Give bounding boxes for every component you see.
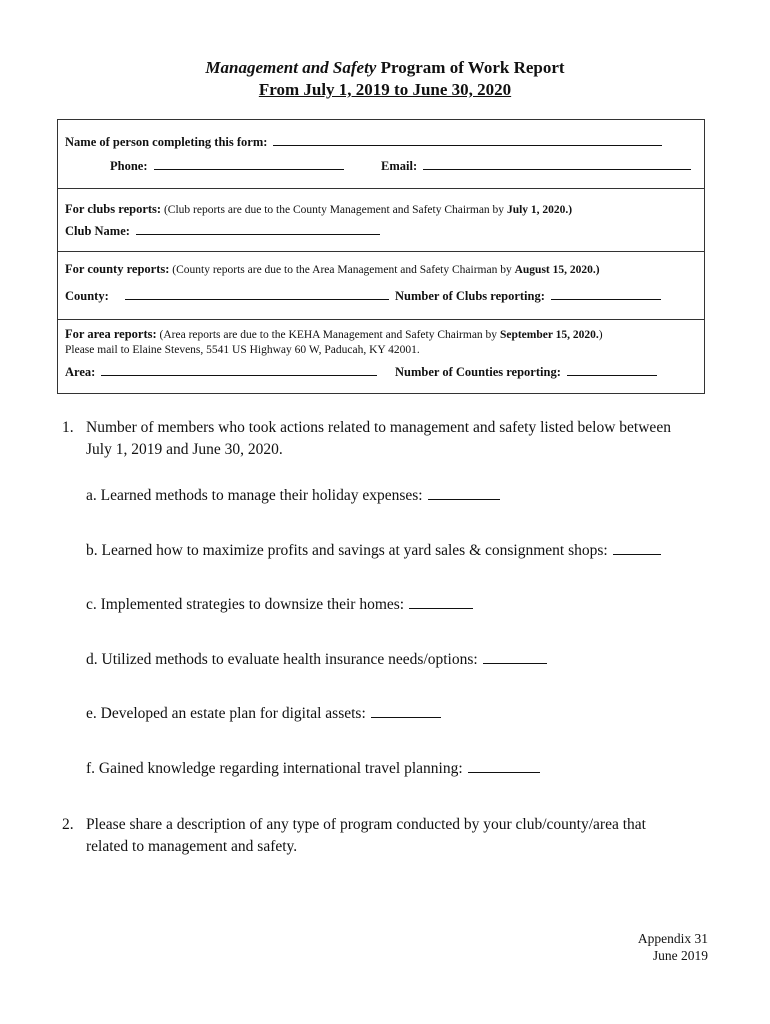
area-row bbox=[65, 364, 377, 380]
item-text: Utilized methods to evaluate health insurance needs/options: bbox=[101, 651, 478, 668]
item-letter: e. bbox=[86, 705, 97, 722]
item-text: Developed an estate plan for digital assets: bbox=[100, 705, 366, 722]
num-counties-field[interactable] bbox=[567, 364, 657, 376]
question-1d bbox=[86, 650, 547, 669]
county-row bbox=[65, 288, 389, 304]
question-1c bbox=[86, 595, 473, 614]
area-section bbox=[58, 320, 704, 395]
county-label: County: bbox=[65, 289, 109, 303]
answer-field-a[interactable] bbox=[428, 486, 500, 500]
question-1f bbox=[86, 759, 540, 778]
question-2-text-line1: Please share a description of any type of program conducted by your club/county/area that bbox=[86, 816, 646, 833]
clubs-section bbox=[58, 189, 704, 252]
num-clubs-row bbox=[395, 288, 661, 304]
question-1b bbox=[86, 541, 661, 560]
county-due-date: August 15, 2020.) bbox=[514, 264, 600, 276]
answer-field-c[interactable] bbox=[409, 595, 473, 609]
footer-appendix: Appendix 31 bbox=[637, 931, 708, 946]
question-2-text-line2: related to management and safety. bbox=[86, 838, 298, 855]
item-letter: b. bbox=[86, 542, 98, 559]
question-1a bbox=[86, 486, 500, 505]
page-title bbox=[0, 58, 770, 78]
county-note-text: (County reports are due to the Area Management and Safety Chairman by bbox=[169, 264, 515, 276]
name-field[interactable] bbox=[273, 134, 662, 146]
question-2-number: 2. bbox=[62, 816, 74, 833]
report-info-box bbox=[57, 119, 705, 394]
footer-date: June 2019 bbox=[652, 948, 708, 963]
question-1-text-line2: July 1, 2019 and June 30, 2020. bbox=[86, 441, 283, 458]
county-note bbox=[65, 262, 600, 277]
clubs-note bbox=[65, 202, 572, 217]
area-note-text: (Area reports are due to the KEHA Management and Safety Chairman by bbox=[156, 329, 500, 341]
area-note-end: ) bbox=[598, 329, 603, 341]
answer-field-e[interactable] bbox=[371, 704, 441, 718]
item-text: Gained knowledge regarding international travel planning: bbox=[98, 760, 463, 777]
clubs-note-text: (Club reports are due to the County Management and Safety Chairman by bbox=[161, 204, 507, 216]
email-row bbox=[381, 158, 691, 174]
answer-field-f[interactable] bbox=[468, 759, 540, 773]
answer-field-b[interactable] bbox=[613, 541, 661, 555]
item-letter: d. bbox=[86, 651, 98, 668]
area-due-date: September 15, 2020. bbox=[499, 329, 599, 341]
clubs-due-date: July 1, 2020.) bbox=[506, 204, 573, 216]
num-clubs-label: Number of Clubs reporting: bbox=[395, 289, 545, 303]
mail-address: Please mail to Elaine Stevens, 5541 US Highway 60 W, Paducah, KY 42001. bbox=[65, 344, 420, 356]
phone-field[interactable] bbox=[154, 158, 344, 170]
num-counties-label: Number of Counties reporting: bbox=[395, 365, 561, 379]
item-letter: a. bbox=[86, 487, 97, 504]
county-section bbox=[58, 252, 704, 320]
county-reports-label: For county reports: bbox=[65, 262, 170, 276]
clubs-label: For clubs reports: bbox=[65, 202, 162, 216]
phone-label: Phone: bbox=[110, 159, 148, 173]
question-1-text-line1: Number of members who took actions related to management and safety listed below between bbox=[86, 419, 671, 436]
county-field[interactable] bbox=[125, 288, 389, 300]
club-name-row bbox=[65, 223, 380, 239]
item-text: Learned how to maximize profits and savings at yard sales & consignment shops: bbox=[101, 542, 608, 559]
question-1e bbox=[86, 704, 441, 723]
email-field[interactable] bbox=[423, 158, 691, 170]
area-note bbox=[65, 327, 603, 342]
item-text: Implemented strategies to downsize their homes: bbox=[100, 596, 405, 613]
title-italic: Management and Safety bbox=[205, 58, 377, 77]
item-letter: f. bbox=[86, 760, 96, 777]
email-label: Email: bbox=[381, 159, 418, 173]
page-subtitle: From July 1, 2019 to June 30, 2020 bbox=[258, 80, 512, 99]
phone-row bbox=[110, 158, 344, 174]
answer-field-d[interactable] bbox=[483, 650, 547, 664]
club-name-field[interactable] bbox=[136, 223, 380, 235]
club-name-label: Club Name: bbox=[65, 224, 130, 238]
name-label: Name of person completing this form: bbox=[65, 135, 268, 149]
person-section bbox=[58, 120, 704, 189]
num-clubs-field[interactable] bbox=[551, 288, 661, 300]
question-1-number: 1. bbox=[62, 419, 74, 436]
name-row bbox=[65, 134, 662, 150]
area-reports-label: For area reports: bbox=[65, 327, 157, 341]
area-label: Area: bbox=[65, 365, 96, 379]
item-text: Learned methods to manage their holiday expenses: bbox=[100, 487, 423, 504]
title-rest: Program of Work Report bbox=[376, 58, 565, 77]
num-counties-row bbox=[395, 364, 657, 380]
item-letter: c. bbox=[86, 596, 97, 613]
area-field[interactable] bbox=[101, 364, 377, 376]
